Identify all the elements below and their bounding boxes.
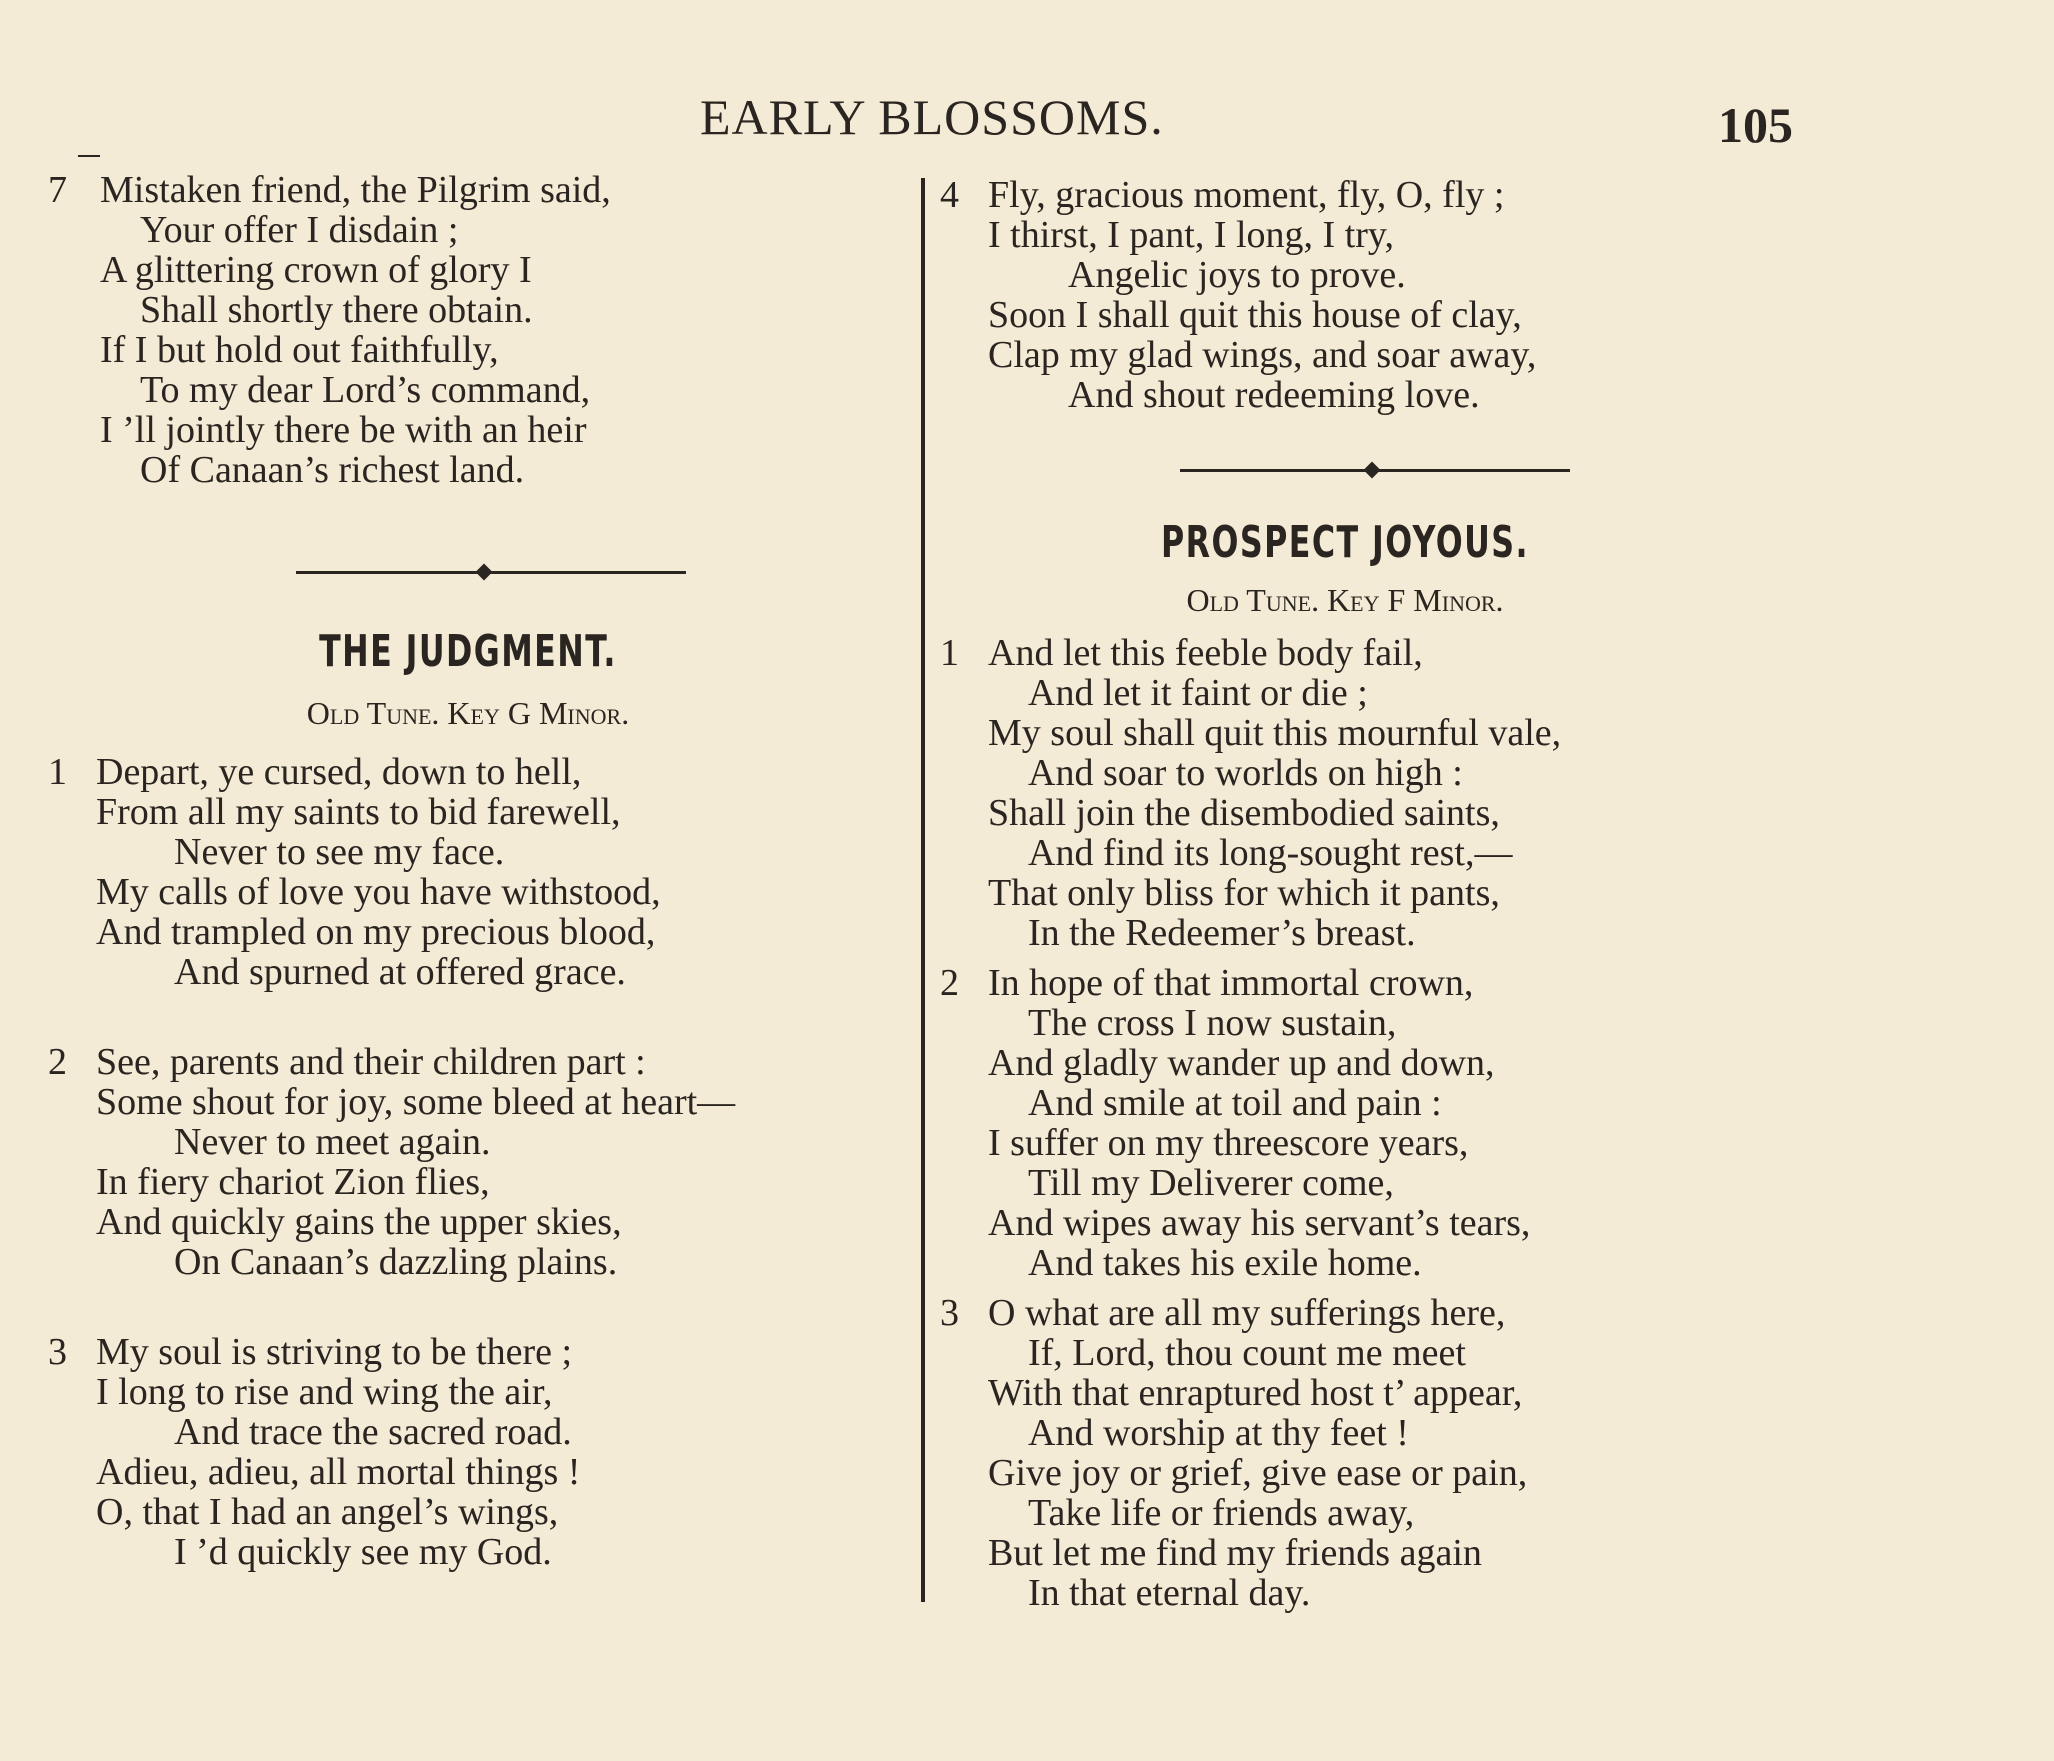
verse-line: Your offer I disdain ;	[140, 209, 459, 251]
verse-line: Till my Deliverer come,	[1028, 1162, 1394, 1204]
verse-line: My calls of love you have withstood,	[96, 871, 661, 913]
page-number: 105	[1718, 97, 1793, 153]
verse-line: And quickly gains the upper skies,	[96, 1201, 622, 1243]
stanza	[940, 1293, 1960, 1613]
verse-line: But let me find my friends again	[988, 1532, 1482, 1574]
stanza-number: 1	[940, 632, 959, 674]
verse-line: Angelic joys to prove.	[1068, 254, 1406, 296]
verse-line: Adieu, adieu, all mortal things !	[96, 1451, 581, 1493]
stanza-number: 4	[940, 174, 959, 216]
verse-line: 3 My soul is striving to be there ;	[48, 1331, 573, 1373]
verse-line: From all my saints to bid farewell,	[96, 791, 621, 833]
verse-line: And trace the sacred road.	[174, 1411, 572, 1453]
tune-line: Old Tune. Key F Minor.	[1186, 582, 1504, 618]
verse-line: I ’ll jointly there be with an heir	[100, 409, 587, 451]
verse-line: With that enraptured host t’ appear,	[988, 1372, 1523, 1414]
verse-line: O, that I had an angel’s wings,	[96, 1491, 559, 1533]
stanza	[48, 1042, 888, 1282]
verse-line: If I but hold out faithfully,	[100, 329, 499, 371]
verse-line: Give joy or grief, give ease or pain,	[988, 1452, 1528, 1494]
verse-line: My soul shall quit this mournful vale,	[988, 712, 1562, 754]
verse-line: Shall join the disembodied saints,	[988, 792, 1500, 834]
verse-line: I ’d quickly see my God.	[174, 1531, 552, 1573]
verse-line: 7 Mistaken friend, the Pilgrim said,	[48, 169, 611, 211]
hymn-title: PROSPECT JOYOUS.	[1160, 517, 1530, 568]
stanza-number: 7	[48, 169, 67, 211]
stanza-number: 1	[48, 751, 67, 793]
hymn-title: THE JUDGMENT.	[319, 626, 617, 677]
verse-line: That only bliss for which it pants,	[988, 872, 1500, 914]
section-ornament	[940, 463, 1960, 479]
verse-line: In the Redeemer’s breast.	[1028, 912, 1416, 954]
verse-line: And find its long-sought rest,—	[1028, 832, 1513, 874]
verse-line: Clap my glad wings, and soar away,	[988, 334, 1537, 376]
verse-line: And shout redeeming love.	[1068, 374, 1480, 416]
verse-line: Some shout for joy, some bleed at heart—	[96, 1081, 736, 1123]
column-divider	[921, 178, 925, 1602]
verse-line: And takes his exile home.	[1028, 1242, 1422, 1284]
stanza	[48, 170, 888, 490]
verse-line: I long to rise and wing the air,	[96, 1371, 553, 1413]
stanza	[48, 1332, 888, 1572]
stanza	[940, 633, 1960, 953]
verse-line: Shall shortly there obtain.	[140, 289, 533, 331]
stanza-number: 2	[48, 1041, 67, 1083]
corner-rule	[78, 155, 100, 157]
verse-line: And spurned at offered grace.	[174, 951, 626, 993]
verse-line: 2 In hope of that immortal crown,	[940, 962, 1474, 1004]
verse-line: In fiery chariot Zion flies,	[96, 1161, 490, 1203]
stanza	[940, 175, 1960, 415]
verse-line: And let it faint or die ;	[1028, 672, 1368, 714]
verse-line: Take life or friends away,	[1028, 1492, 1415, 1534]
verse-line: Soon I shall quit this house of clay,	[988, 294, 1522, 336]
stanza-number: 3	[48, 1331, 67, 1373]
right-column	[940, 175, 1960, 1613]
verse-line: The cross I now sustain,	[1028, 1002, 1397, 1044]
verse-line: And smile at toil and pain :	[1028, 1082, 1442, 1124]
verse-line: 1 And let this feeble body fail,	[940, 632, 1423, 674]
running-title: EARLY BLOSSOMS.	[700, 89, 1164, 145]
verse-line: 1 Depart, ye cursed, down to hell,	[48, 751, 582, 793]
verse-line: Never to see my face.	[174, 831, 505, 873]
verse-line: And worship at thy feet !	[1028, 1412, 1409, 1454]
stanza-number: 3	[940, 1292, 959, 1334]
verse-line: Of Canaan’s richest land.	[140, 449, 525, 491]
stanza	[940, 963, 1960, 1283]
verse-line: And wipes away his servant’s tears,	[988, 1202, 1531, 1244]
verse-line: 4 Fly, gracious moment, fly, O, fly ;	[940, 174, 1505, 216]
verse-line: I thirst, I pant, I long, I try,	[988, 214, 1394, 256]
stanza-number: 2	[940, 962, 959, 1004]
verse-line: On Canaan’s dazzling plains.	[174, 1241, 618, 1283]
verse-line: A glittering crown of glory I	[100, 249, 532, 291]
verse-line: If, Lord, thou count me meet	[1028, 1332, 1466, 1374]
verse-line: In that eternal day.	[1028, 1572, 1311, 1614]
stanza	[48, 752, 888, 992]
verse-line: And soar to worlds on high :	[1028, 752, 1463, 794]
section-ornament	[48, 565, 888, 581]
verse-line: To my dear Lord’s command,	[140, 369, 591, 411]
verse-line: And gladly wander up and down,	[988, 1042, 1495, 1084]
tune-line: Old Tune. Key G Minor.	[306, 695, 630, 731]
verse-line: I suffer on my threescore years,	[988, 1122, 1469, 1164]
left-column	[48, 170, 888, 1572]
verse-line: Never to meet again.	[174, 1121, 491, 1163]
verse-line: 2 See, parents and their children part :	[48, 1041, 646, 1083]
verse-line: And trampled on my precious blood,	[96, 911, 656, 953]
verse-line: 3 O what are all my sufferings here,	[940, 1292, 1506, 1334]
